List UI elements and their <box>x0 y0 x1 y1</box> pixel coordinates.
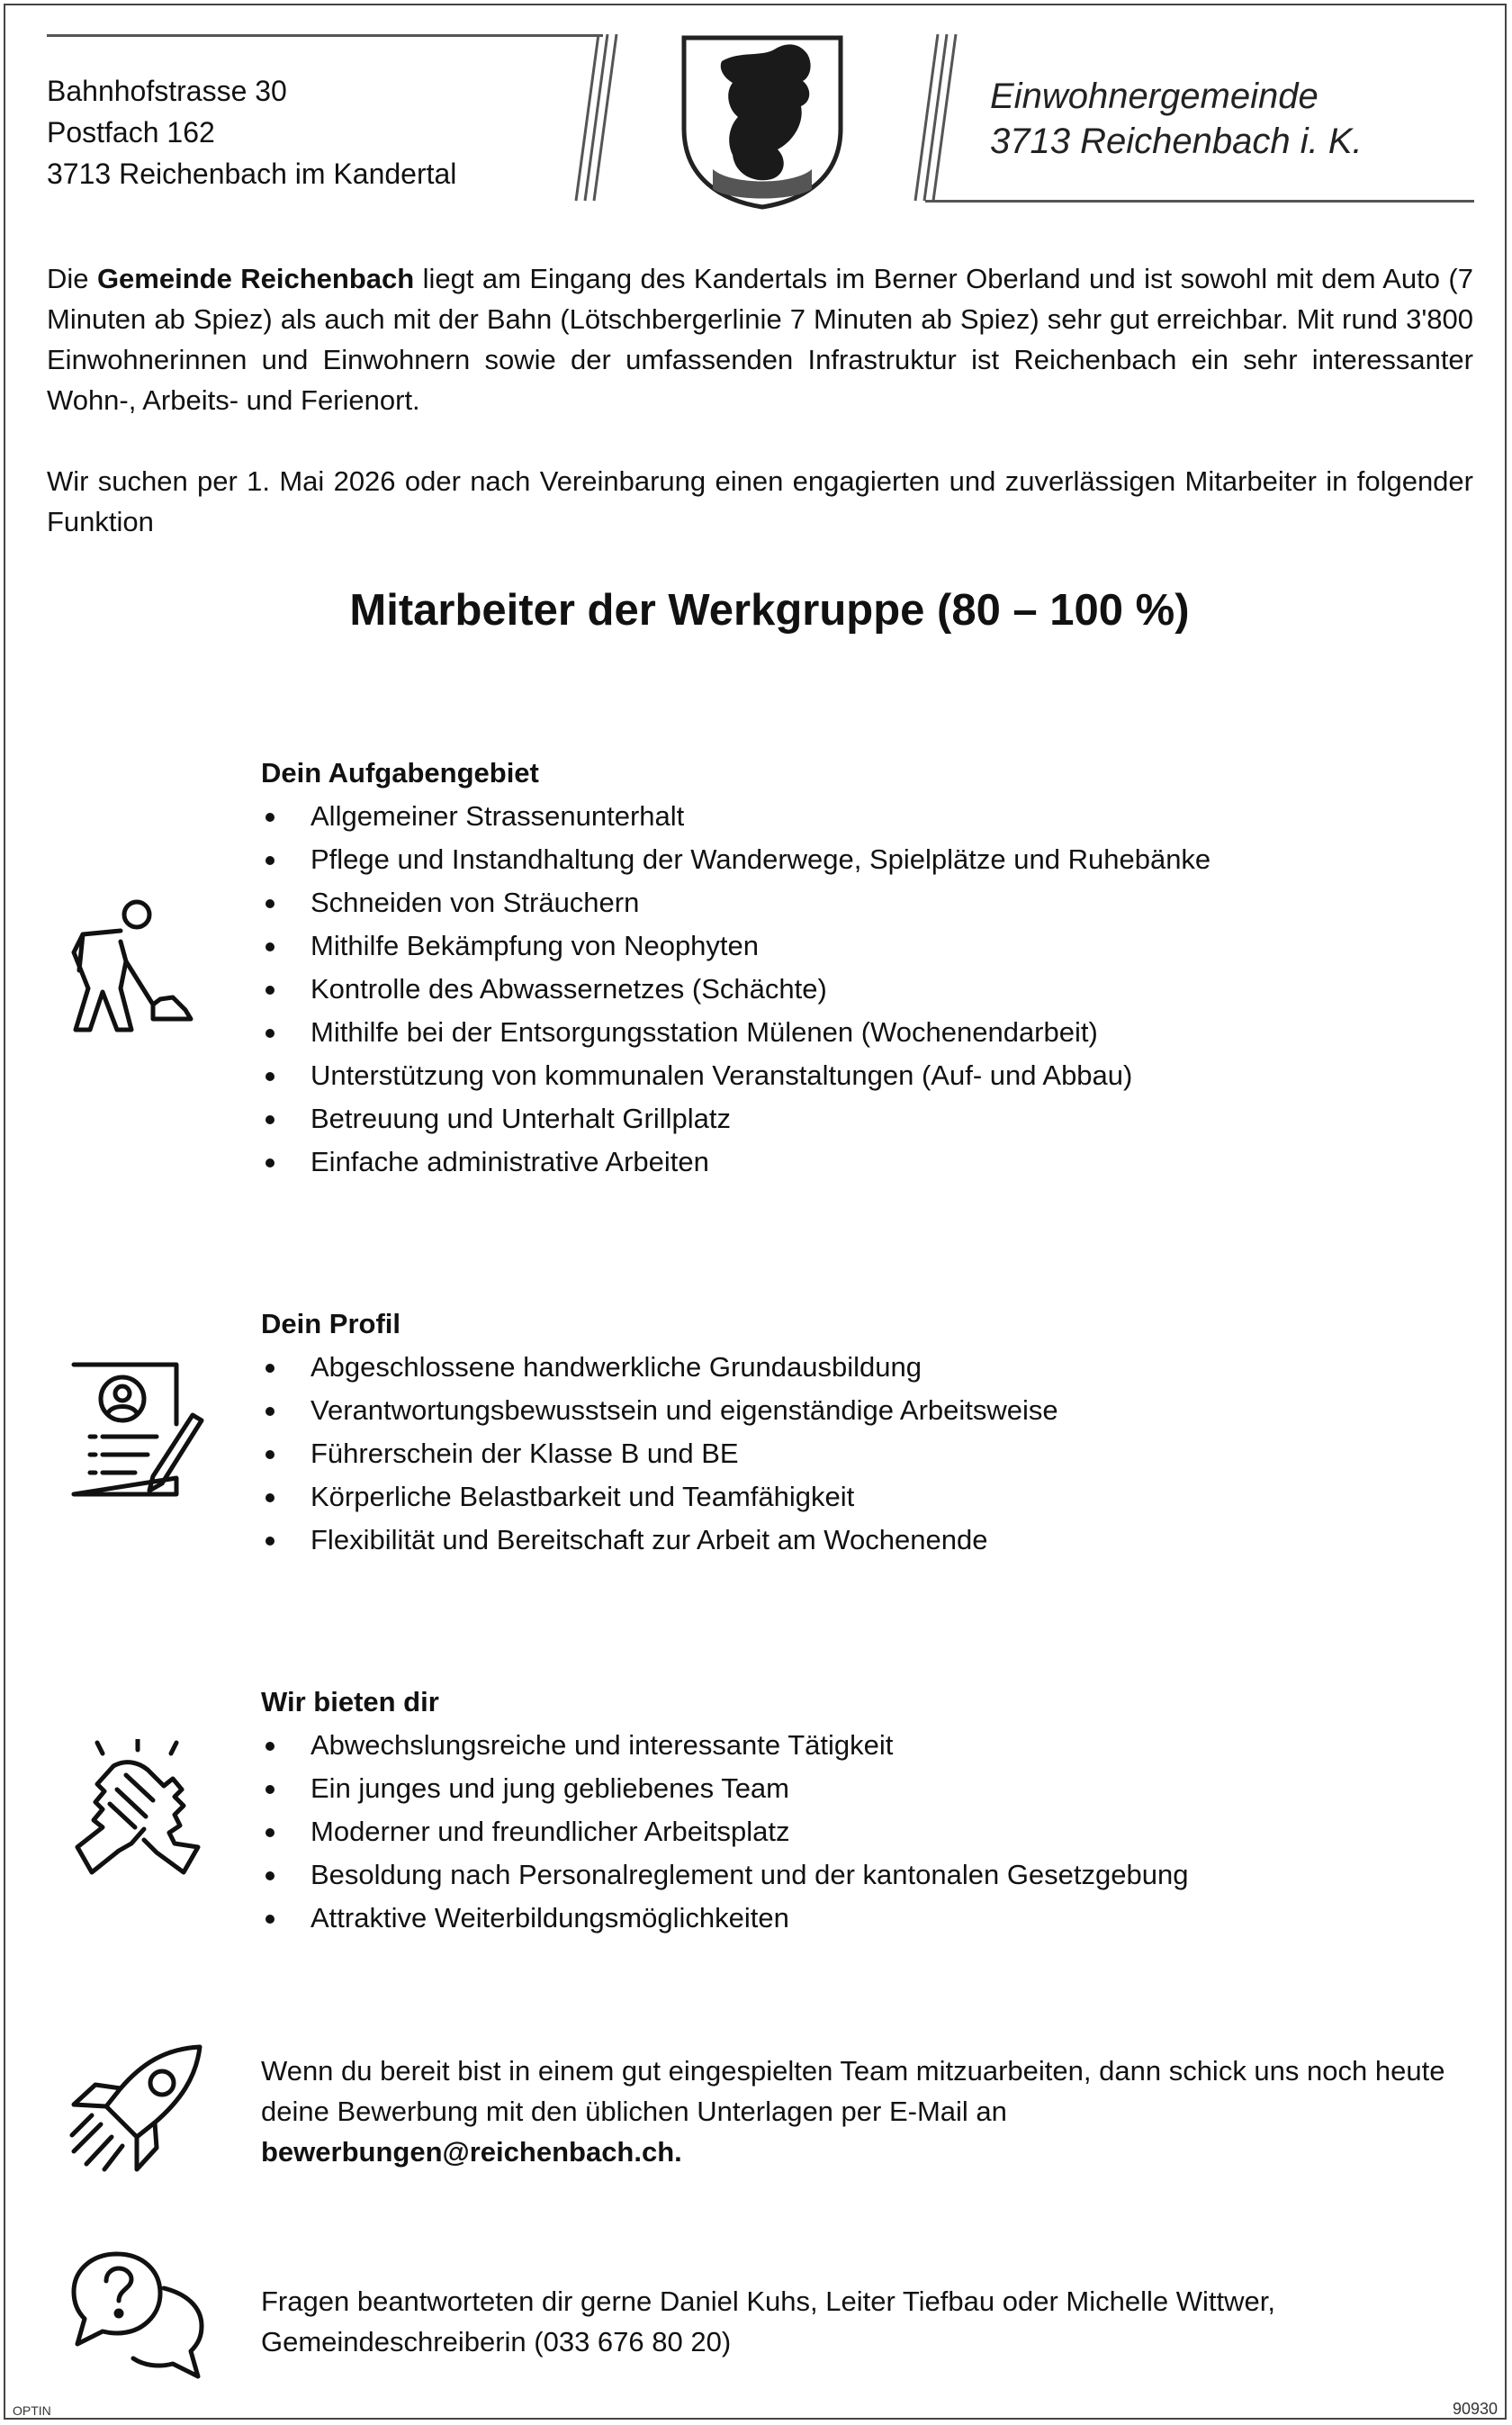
list-item: Abgeschlossene handwerkliche Grundausbildung <box>261 1346 1467 1389</box>
profile-section <box>261 1303 1467 1562</box>
tasks-list <box>261 795 1467 1184</box>
list-item: Verantwortungsbewusstsein und eigenständige Arbeitsweise <box>261 1389 1467 1432</box>
list-item: Pflege und Instandhaltung der Wanderwege, Spielplätze und Ruhebänke <box>261 838 1467 881</box>
list-item: Körperliche Belastbarkeit und Teamfähigkeit <box>261 1475 1467 1519</box>
intro-text-rest: liegt am Eingang des Kandertals im Berner Oberland und ist sowohl mit dem Auto (7 Minuten ab Spiez) als auch mit der Bahn (Lötschbergerlinie 7 Minuten ab Spiez) sehr gut erreichbar. Mit rund 3'800 Einwohnerinnen und Einwohnern sowie der umfassenden Infrastruktur ist Reichenbach ein sehr interessanter Wohn-, Arbeits- und Ferienort. <box>47 263 1473 416</box>
offer-heading: Wir bieten dir <box>261 1686 439 1717</box>
list-item: Besoldung nach Personalreglement und der kantonalen Gesetzgebung <box>261 1853 1467 1897</box>
org-line-2: 3713 Reichenbach i. K. <box>990 122 1363 161</box>
header-slash-lines-left <box>567 34 621 205</box>
list-item: Unterstützung von kommunalen Veranstaltungen (Auf- und Abbau) <box>261 1054 1467 1097</box>
application-email-link[interactable]: bewerbungen@reichenbach.ch. <box>261 2136 682 2168</box>
rocket-icon <box>67 2043 207 2175</box>
question-chat-icon <box>70 2250 205 2384</box>
footer-left-code: OPTIN <box>13 2403 51 2418</box>
intro-paragraph <box>47 258 1473 420</box>
list-item: Kontrolle des Abwassernetzes (Schächte) <box>261 968 1467 1011</box>
offer-section <box>261 1681 1467 1940</box>
job-title: Mitarbeiter der Werkgruppe (80 – 100 %) <box>349 586 1190 635</box>
resume-profile-icon <box>70 1361 205 1498</box>
list-item: Einfache administrative Arbeiten <box>261 1140 1467 1184</box>
handshake-icon <box>70 1739 205 1876</box>
offer-list <box>261 1724 1467 1940</box>
footer-ad-number: 90930 <box>1452 2400 1498 2418</box>
municipality-address <box>47 70 456 194</box>
list-item: Schneiden von Sträuchern <box>261 881 1467 924</box>
org-line-1: Einwohnergemeinde <box>990 77 1318 116</box>
list-item: Flexibilität und Bereitschaft zur Arbeit am Wochenende <box>261 1519 1467 1562</box>
address-street: Bahnhofstrasse 30 <box>47 75 287 107</box>
list-item: Ein junges und jung gebliebenes Team <box>261 1767 1467 1810</box>
address-postbox: Postfach 162 <box>47 116 215 149</box>
header-rule-right <box>925 200 1474 203</box>
address-city: 3713 Reichenbach im Kandertal <box>47 158 457 190</box>
list-item: Betreuung und Unterhalt Grillplatz <box>261 1097 1467 1140</box>
worker-shoveling-icon <box>67 898 203 1033</box>
list-item: Mithilfe bei der Entsorgungsstation Mülenen (Wochenendarbeit) <box>261 1011 1467 1054</box>
profile-heading: Dein Profil <box>261 1308 401 1339</box>
list-item: Führerschein der Klasse B und BE <box>261 1432 1467 1475</box>
application-text: Wenn du bereit bist in einem gut eingespielten Team mitzuarbeiten, dann schick uns noch heute deine Bewerbung mit den üblichen Unterlagen per E-Mail an <box>261 2055 1445 2127</box>
header-rule-left <box>47 34 603 37</box>
search-paragraph: Wir suchen per 1. Mai 2026 oder nach Vereinbarung einen engagierten und zuverlässigen Mitarbeiter in folgender Funktion <box>47 465 1473 537</box>
intro-municipality-bold: Gemeinde Reichenbach <box>96 263 415 294</box>
list-item: Moderner und freundlicher Arbeitsplatz <box>261 1810 1467 1853</box>
list-item: Allgemeiner Strassenunterhalt <box>261 795 1467 838</box>
municipality-name <box>990 74 1363 164</box>
coat-of-arms-icon <box>677 34 848 211</box>
intro-text-start: Die <box>47 263 97 294</box>
list-item: Abwechslungsreiche und interessante Tätigkeit <box>261 1724 1467 1767</box>
questions-paragraph: Fragen beantworteten dir gerne Daniel Kuhs, Leiter Tiefbau oder Michelle Wittwer, Gemeindeschreiberin (033 676 80 20) <box>261 2285 1275 2357</box>
tasks-section <box>261 752 1467 1184</box>
profile-list <box>261 1346 1467 1562</box>
list-item: Mithilfe Bekämpfung von Neophyten <box>261 924 1467 968</box>
header-slash-lines-right <box>911 34 965 205</box>
application-paragraph <box>261 2051 1476 2172</box>
tasks-heading: Dein Aufgabengebiet <box>261 757 539 789</box>
list-item: Attraktive Weiterbildungsmöglichkeiten <box>261 1897 1467 1940</box>
